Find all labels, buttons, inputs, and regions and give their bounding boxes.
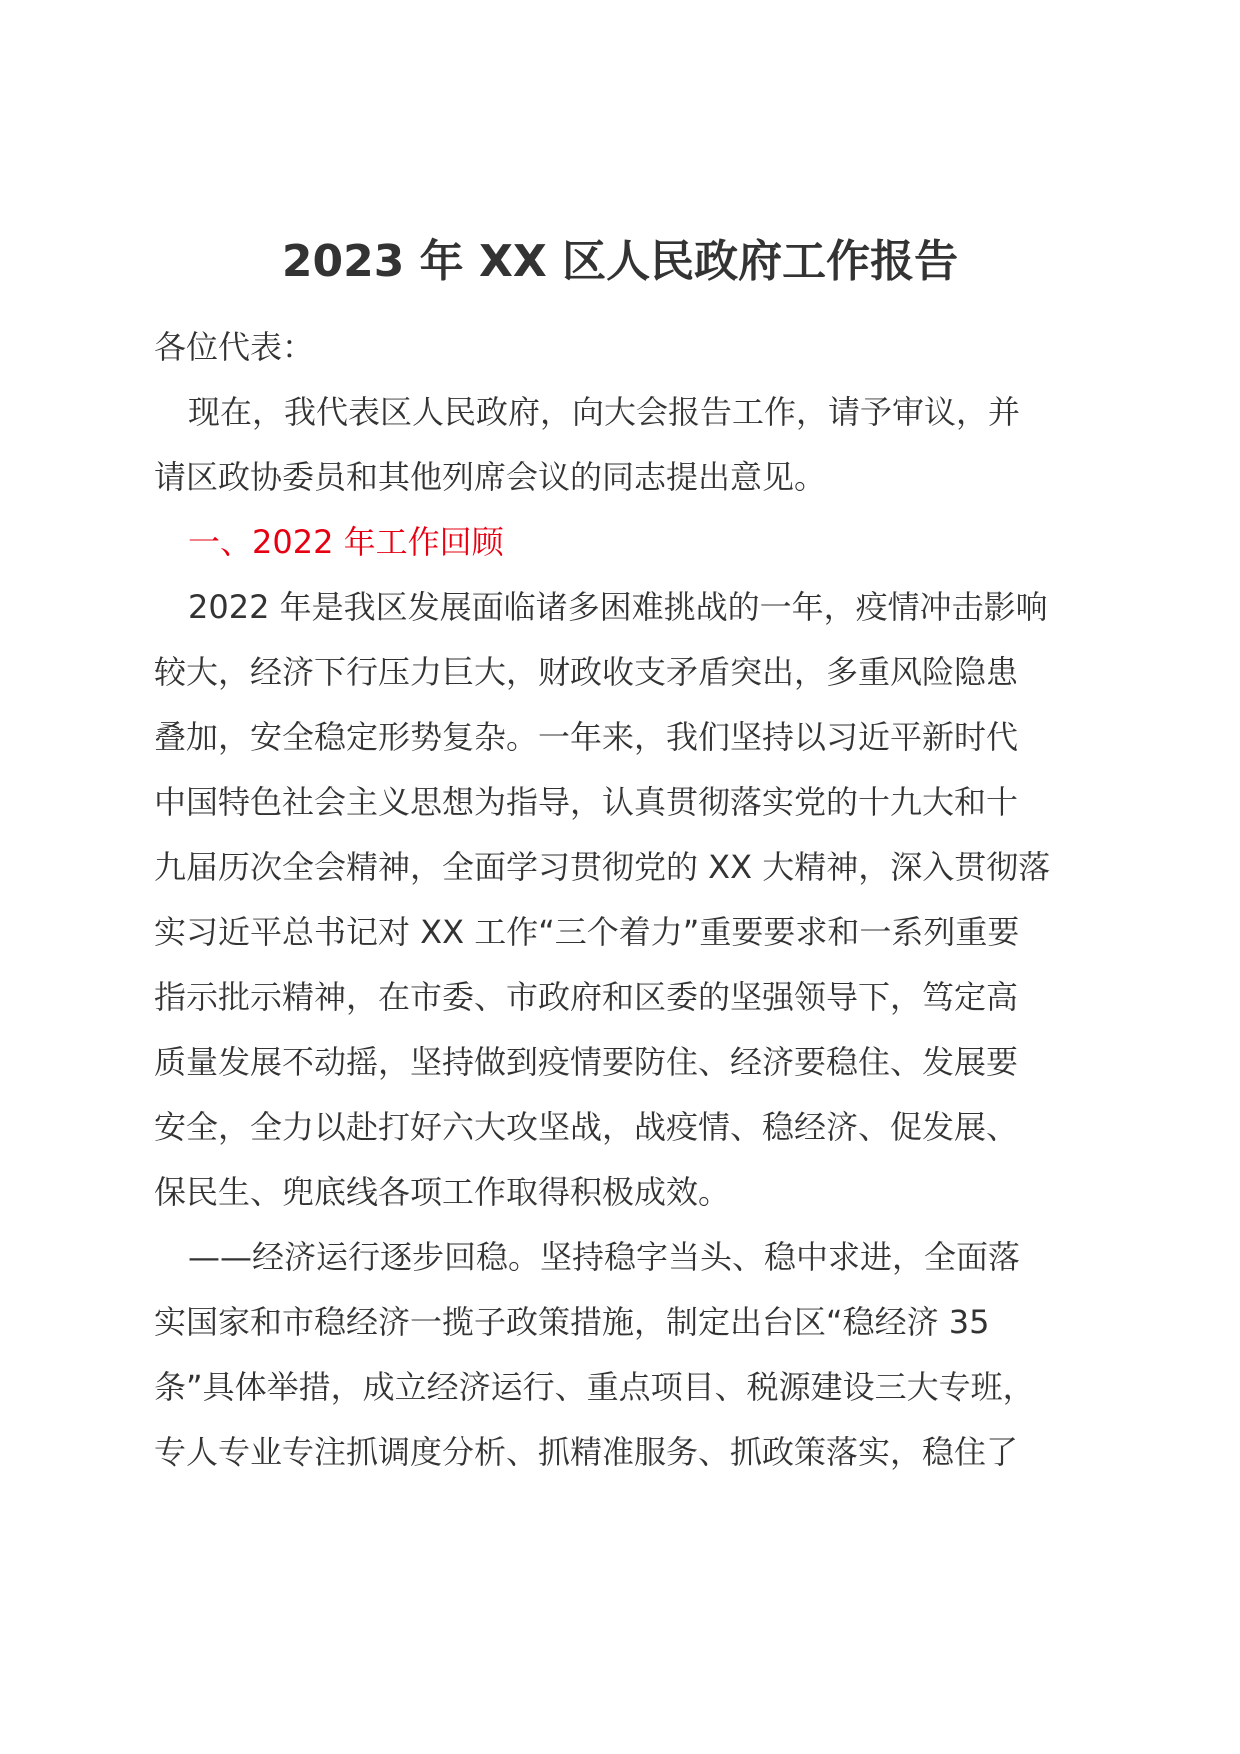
paragraph-line: 质量发展不动摇，坚持做到疫情要防住、经济要稳住、发展要 — [154, 1043, 1019, 1081]
paragraph-line: 九届历次全会精神，全面学习贯彻党的 XX 大精神，深入贯彻落 — [154, 848, 1051, 886]
paragraph-line: 实国家和市稳经济一揽子政策措施，制定出台区“稳经济 35 — [154, 1303, 990, 1341]
paragraph-line: 保民生、兜底线各项工作取得积极成效。 — [154, 1173, 731, 1211]
paragraph-line: 指示批示精神，在市委、市政府和区委的坚强领导下，笃定高 — [154, 978, 1019, 1016]
paragraph-line: 条”具体举措，成立经济运行、重点项目、税源建设三大专班， — [154, 1368, 1035, 1406]
document-body — [154, 315, 1096, 1485]
intro-line: 现在，我代表区人民政府，向大会报告工作，请予审议，并 — [188, 393, 1021, 431]
paragraph-line: 安全，全力以赴打好六大攻坚战，战疫情、稳经济、促发展、 — [154, 1108, 1019, 1146]
paragraph-line: 专人专业专注抓调度分析、抓精准服务、抓政策落实，稳住了 — [154, 1433, 1019, 1471]
paragraph-line: 叠加，安全稳定形势复杂。一年来，我们坚持以习近平新时代 — [154, 718, 1019, 756]
paragraph-line: 2022 年是我区发展面临诸多困难挑战的一年，疫情冲击影响 — [188, 588, 1048, 626]
paragraph-line: 实习近平总书记对 XX 工作“三个着力”重要要求和一系列重要 — [154, 913, 1020, 951]
paragraph-line: ——经济运行逐步回稳。坚持稳字当头、稳中求进，全面落 — [188, 1238, 1021, 1276]
section-heading: 一、2022 年工作回顾 — [188, 523, 504, 561]
intro-line: 请区政协委员和其他列席会议的同志提出意见。 — [154, 458, 827, 496]
paragraph-line: 较大，经济下行压力巨大，财政收支矛盾突出，多重风险隐患 — [154, 653, 1019, 691]
paragraph-line: 中国特色社会主义思想为指导，认真贯彻落实党的十九大和十 — [154, 783, 1019, 821]
document-title: 2023 年 XX 区人民政府工作报告 — [281, 236, 959, 287]
salutation: 各位代表： — [154, 328, 315, 366]
